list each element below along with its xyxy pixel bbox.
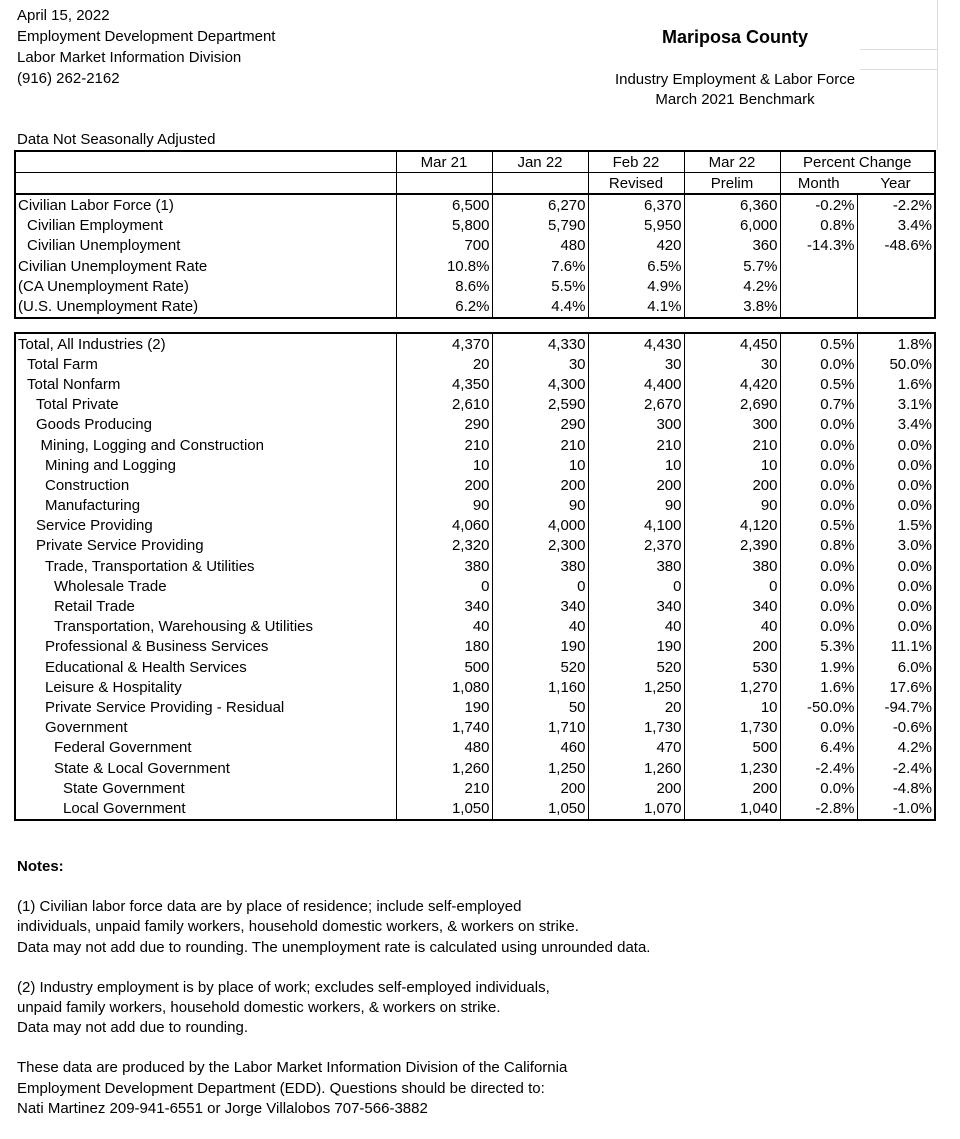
value-mar22: 3.8% xyxy=(684,296,780,317)
value-feb22: 340 xyxy=(588,596,684,616)
value-mar21: 4,060 xyxy=(396,516,492,536)
pct-change-month: 0.8% xyxy=(780,216,857,236)
row-label: Total Nonfarm xyxy=(15,374,396,394)
value-feb22: 380 xyxy=(588,556,684,576)
value-feb22: 1,730 xyxy=(588,718,684,738)
value-feb22: 420 xyxy=(588,236,684,256)
pct-change-month: 0.5% xyxy=(780,374,857,394)
value-feb22: 90 xyxy=(588,496,684,516)
notes-section xyxy=(17,857,650,1139)
value-jan22: 1,710 xyxy=(492,718,588,738)
value-jan22: 4,330 xyxy=(492,333,588,354)
pct-change-year: -1.0% xyxy=(892,799,932,817)
industry-row xyxy=(15,415,935,435)
value-mar21: 190 xyxy=(396,697,492,717)
labor-force-row xyxy=(15,216,935,236)
pct-change-year: -48.6% xyxy=(884,237,932,255)
value-feb22: 40 xyxy=(588,617,684,637)
industry-row xyxy=(15,617,935,637)
labor-force-row xyxy=(15,256,935,276)
value-feb22: 4,400 xyxy=(588,374,684,394)
value-jan22: 4,000 xyxy=(492,516,588,536)
col-header-feb22: Feb 22 xyxy=(588,151,684,173)
value-jan22: 200 xyxy=(492,778,588,798)
value-mar22: 1,230 xyxy=(684,758,780,778)
row-label: Private Service Providing xyxy=(15,536,396,556)
value-mar22: 4.2% xyxy=(684,276,780,296)
industry-row xyxy=(15,496,935,516)
pct-change-year: -2.2% xyxy=(892,196,932,214)
value-mar21: 2,320 xyxy=(396,536,492,556)
value-mar22: 4,120 xyxy=(684,516,780,536)
pct-change-month: 0.0% xyxy=(780,455,857,475)
pct-change-year: 3.4% xyxy=(897,217,932,235)
pct-change-month: -0.2% xyxy=(780,194,857,215)
row-label: Civilian Unemployment Rate xyxy=(15,256,396,276)
industry-row xyxy=(15,374,935,394)
pct-change-month: 0.0% xyxy=(780,617,857,637)
pct-change-year: 17.6% xyxy=(889,678,932,696)
row-label: Mining and Logging xyxy=(15,455,396,475)
value-feb22: 4,100 xyxy=(588,516,684,536)
row-label: Retail Trade xyxy=(15,596,396,616)
value-jan22: 0 xyxy=(492,576,588,596)
pct-change-month: 0.0% xyxy=(780,354,857,374)
row-label: (CA Unemployment Rate) xyxy=(15,276,396,296)
value-mar21: 20 xyxy=(396,354,492,374)
row-label: Private Service Providing - Residual xyxy=(15,697,396,717)
value-mar22: 4,420 xyxy=(684,374,780,394)
pct-change-year: 0.0% xyxy=(897,618,932,636)
value-mar21: 1,080 xyxy=(396,677,492,697)
value-mar22: 200 xyxy=(684,637,780,657)
row-label: Construction xyxy=(15,475,396,495)
value-feb22: 6,370 xyxy=(588,194,684,215)
value-feb22: 300 xyxy=(588,415,684,435)
pct-change-year: -2.4% xyxy=(892,759,932,777)
note-contact xyxy=(17,1058,650,1119)
value-mar21: 200 xyxy=(396,475,492,495)
industry-row xyxy=(15,455,935,475)
value-mar21: 0 xyxy=(396,576,492,596)
pct-change-year: -0.6% xyxy=(892,719,932,737)
column-header-row xyxy=(15,151,935,173)
row-label: Total Farm xyxy=(15,354,396,374)
pct-change-year: 0.0% xyxy=(897,598,932,616)
cell-gridline xyxy=(860,69,938,70)
pct-change-month: 6.4% xyxy=(780,738,857,758)
pct-change-year: 0.0% xyxy=(897,476,932,494)
header-spacer xyxy=(15,173,396,195)
value-mar22: 500 xyxy=(684,738,780,758)
value-feb22: 470 xyxy=(588,738,684,758)
value-feb22: 1,070 xyxy=(588,798,684,819)
industry-row xyxy=(15,778,935,798)
value-mar21: 480 xyxy=(396,738,492,758)
header-spacer xyxy=(15,151,396,173)
row-label: Local Government xyxy=(15,798,396,819)
industry-row xyxy=(15,333,935,354)
value-mar21: 700 xyxy=(396,236,492,256)
col-header-year: Year xyxy=(857,173,935,195)
row-label: Wholesale Trade xyxy=(15,576,396,596)
value-mar22: 2,390 xyxy=(684,536,780,556)
pct-change-month: -50.0% xyxy=(780,697,857,717)
note-2 xyxy=(17,978,650,1039)
row-label: Total, All Industries (2) xyxy=(15,333,396,354)
pct-change-year: 3.4% xyxy=(897,416,932,434)
pct-change-month xyxy=(780,296,857,317)
industry-row xyxy=(15,475,935,495)
value-mar22: 1,270 xyxy=(684,677,780,697)
pct-change-year: 0.0% xyxy=(897,497,932,515)
value-jan22: 460 xyxy=(492,738,588,758)
pct-change-year xyxy=(857,256,935,276)
subtitle-line-2: March 2021 Benchmark xyxy=(655,91,815,108)
value-mar21: 210 xyxy=(396,778,492,798)
value-mar21: 500 xyxy=(396,657,492,677)
value-mar21: 1,740 xyxy=(396,718,492,738)
value-feb22: 4,430 xyxy=(588,333,684,354)
value-mar21: 180 xyxy=(396,637,492,657)
value-mar22: 90 xyxy=(684,496,780,516)
value-jan22: 5,790 xyxy=(492,216,588,236)
value-mar22: 6,360 xyxy=(684,194,780,215)
pct-change-year: 3.1% xyxy=(897,396,932,414)
industry-row xyxy=(15,697,935,717)
pct-change-month: 0.0% xyxy=(780,435,857,455)
pct-change-month: 0.0% xyxy=(780,576,857,596)
value-mar21: 40 xyxy=(396,617,492,637)
pct-change-month: -14.3% xyxy=(780,236,857,256)
value-jan22: 4,300 xyxy=(492,374,588,394)
industry-row xyxy=(15,738,935,758)
value-mar22: 30 xyxy=(684,354,780,374)
industry-employment-table xyxy=(14,332,936,821)
value-jan22: 290 xyxy=(492,415,588,435)
col-subheader-mar22: Prelim xyxy=(684,173,780,195)
industry-row xyxy=(15,516,935,536)
value-feb22: 2,670 xyxy=(588,395,684,415)
labor-force-row xyxy=(15,276,935,296)
pct-change-year: -4.8% xyxy=(892,779,932,797)
value-mar22: 210 xyxy=(684,435,780,455)
value-mar22: 1,730 xyxy=(684,718,780,738)
value-jan22: 2,590 xyxy=(492,395,588,415)
industry-row xyxy=(15,657,935,677)
value-jan22: 7.6% xyxy=(492,256,588,276)
value-feb22: 5,950 xyxy=(588,216,684,236)
department-name: Employment Development Department xyxy=(17,28,276,45)
value-mar22: 2,690 xyxy=(684,395,780,415)
report-date: April 15, 2022 xyxy=(17,7,110,24)
value-mar22: 380 xyxy=(684,556,780,576)
value-feb22: 20 xyxy=(588,697,684,717)
industry-row xyxy=(15,637,935,657)
value-mar21: 5,800 xyxy=(396,216,492,236)
pct-change-year xyxy=(857,276,935,296)
row-label: Total Private xyxy=(15,395,396,415)
value-feb22: 200 xyxy=(588,475,684,495)
labor-force-row xyxy=(15,236,935,256)
row-label: Civilian Unemployment xyxy=(15,236,396,256)
value-feb22: 200 xyxy=(588,778,684,798)
value-feb22: 10 xyxy=(588,455,684,475)
value-mar21: 4,370 xyxy=(396,333,492,354)
value-mar21: 2,610 xyxy=(396,395,492,415)
industry-row xyxy=(15,354,935,374)
note-line: These data are produced by the Labor Market Information Division of the California xyxy=(17,1059,568,1077)
labor-force-row xyxy=(15,296,935,317)
value-mar22: 10 xyxy=(684,697,780,717)
value-feb22: 2,370 xyxy=(588,536,684,556)
column-subheader-row xyxy=(15,173,935,195)
value-mar21: 290 xyxy=(396,415,492,435)
industry-row xyxy=(15,758,935,778)
row-label: Professional & Business Services xyxy=(15,637,396,657)
row-label: State & Local Government xyxy=(15,758,396,778)
value-jan22: 50 xyxy=(492,697,588,717)
value-jan22: 2,300 xyxy=(492,536,588,556)
col-subheader-jan22 xyxy=(492,173,588,195)
row-label: Goods Producing xyxy=(15,415,396,435)
labor-force-table xyxy=(14,150,936,319)
pct-change-month: 0.0% xyxy=(780,596,857,616)
value-jan22: 1,050 xyxy=(492,798,588,819)
row-label: Transportation, Warehousing & Utilities xyxy=(15,617,396,637)
value-feb22: 6.5% xyxy=(588,256,684,276)
value-mar22: 530 xyxy=(684,657,780,677)
note-line: (1) Civilian labor force data are by place of residence; include self-employed xyxy=(17,898,522,916)
row-label: (U.S. Unemployment Rate) xyxy=(15,296,396,317)
county-title: Mariposa County xyxy=(661,27,808,47)
report-subtitle xyxy=(560,70,910,110)
note-line: (2) Industry employment is by place of work; excludes self-employed individuals, xyxy=(17,978,550,996)
col-header-mar21: Mar 21 xyxy=(396,151,492,173)
pct-change-month: 0.0% xyxy=(780,496,857,516)
row-label: Leisure & Hospitality xyxy=(15,677,396,697)
value-jan22: 30 xyxy=(492,354,588,374)
pct-change-month: 0.5% xyxy=(780,516,857,536)
pct-change-year: 1.5% xyxy=(897,517,932,535)
value-feb22: 520 xyxy=(588,657,684,677)
pct-change-year: 4.2% xyxy=(897,739,932,757)
note-line: unpaid family workers, household domestic workers, & workers on strike. xyxy=(17,999,501,1017)
seasonal-adjustment-note: Data Not Seasonally Adjusted xyxy=(17,131,216,148)
note-line: Data may not add due to rounding. xyxy=(17,1019,248,1037)
value-jan22: 210 xyxy=(492,435,588,455)
pct-change-month xyxy=(780,276,857,296)
row-label: Trade, Transportation & Utilities xyxy=(15,556,396,576)
value-feb22: 4.9% xyxy=(588,276,684,296)
value-mar22: 0 xyxy=(684,576,780,596)
industry-row xyxy=(15,556,935,576)
value-mar21: 10.8% xyxy=(396,256,492,276)
value-jan22: 480 xyxy=(492,236,588,256)
industry-row xyxy=(15,395,935,415)
pct-change-month: 0.8% xyxy=(780,536,857,556)
value-mar22: 5.7% xyxy=(684,256,780,276)
pct-change-year: 0.0% xyxy=(897,577,932,595)
value-mar22: 40 xyxy=(684,617,780,637)
pct-change-month: 0.0% xyxy=(780,778,857,798)
note-line: Data may not add due to rounding. The unemployment rate is calculated using unrounded data. xyxy=(17,938,651,956)
pct-change-month: 0.7% xyxy=(780,395,857,415)
row-label: Civilian Labor Force (1) xyxy=(15,194,396,215)
value-mar22: 300 xyxy=(684,415,780,435)
value-mar21: 6.2% xyxy=(396,296,492,317)
pct-change-month: 0.5% xyxy=(780,333,857,354)
col-header-mar22: Mar 22 xyxy=(684,151,780,173)
pct-change-month: 0.0% xyxy=(780,415,857,435)
value-feb22: 0 xyxy=(588,576,684,596)
value-feb22: 1,250 xyxy=(588,677,684,697)
value-mar21: 90 xyxy=(396,496,492,516)
pct-change-month: 5.3% xyxy=(780,637,857,657)
value-jan22: 5.5% xyxy=(492,276,588,296)
col-subheader-mar21 xyxy=(396,173,492,195)
labor-force-row xyxy=(15,194,935,215)
value-jan22: 6,270 xyxy=(492,194,588,215)
value-mar21: 210 xyxy=(396,435,492,455)
notes-heading: Notes: xyxy=(17,858,64,875)
pct-change-year: -94.7% xyxy=(884,698,932,716)
value-mar22: 4,450 xyxy=(684,333,780,354)
value-jan22: 4.4% xyxy=(492,296,588,317)
row-label: Manufacturing xyxy=(15,496,396,516)
row-label: Civilian Employment xyxy=(15,216,396,236)
value-jan22: 10 xyxy=(492,455,588,475)
industry-row xyxy=(15,576,935,596)
value-jan22: 1,250 xyxy=(492,758,588,778)
industry-row xyxy=(15,798,935,819)
cell-gridline xyxy=(937,0,938,150)
value-mar22: 340 xyxy=(684,596,780,616)
phone-number: (916) 262-2162 xyxy=(17,70,120,87)
pct-change-year: 3.0% xyxy=(897,537,932,555)
industry-row xyxy=(15,435,935,455)
pct-change-month: 0.0% xyxy=(780,556,857,576)
value-feb22: 1,260 xyxy=(588,758,684,778)
division-name: Labor Market Information Division xyxy=(17,49,242,66)
note-line: Employment Development Department (EDD). Questions should be directed to: xyxy=(17,1079,545,1097)
pct-change-month: 0.0% xyxy=(780,475,857,495)
note-line: Nati Martinez 209-941-6551 or Jorge Villalobos 707-566-3882 xyxy=(17,1099,428,1117)
col-header-percent-change: Percent Change xyxy=(803,153,912,171)
value-jan22: 200 xyxy=(492,475,588,495)
value-feb22: 210 xyxy=(588,435,684,455)
value-jan22: 340 xyxy=(492,596,588,616)
row-label: Government xyxy=(15,718,396,738)
pct-change-month xyxy=(780,256,857,276)
pct-change-year: 6.0% xyxy=(897,658,932,676)
cell-gridline xyxy=(860,49,938,50)
value-mar22: 200 xyxy=(684,778,780,798)
value-jan22: 380 xyxy=(492,556,588,576)
value-mar22: 10 xyxy=(684,455,780,475)
value-jan22: 40 xyxy=(492,617,588,637)
row-label: Service Providing xyxy=(15,516,396,536)
value-mar21: 8.6% xyxy=(396,276,492,296)
value-jan22: 90 xyxy=(492,496,588,516)
value-mar22: 6,000 xyxy=(684,216,780,236)
note-1 xyxy=(17,897,650,958)
pct-change-month: -2.4% xyxy=(780,758,857,778)
value-mar22: 200 xyxy=(684,475,780,495)
value-mar22: 360 xyxy=(684,236,780,256)
value-jan22: 520 xyxy=(492,657,588,677)
pct-change-year: 50.0% xyxy=(889,355,932,373)
industry-row xyxy=(15,536,935,556)
value-mar21: 10 xyxy=(396,455,492,475)
pct-change-year: 0.0% xyxy=(897,456,932,474)
row-label: Educational & Health Services xyxy=(15,657,396,677)
value-mar21: 1,260 xyxy=(396,758,492,778)
industry-row xyxy=(15,718,935,738)
industry-row xyxy=(15,677,935,697)
pct-change-year: 0.0% xyxy=(897,436,932,454)
pct-change-month: 0.0% xyxy=(780,718,857,738)
value-mar21: 1,050 xyxy=(396,798,492,819)
row-label: Federal Government xyxy=(15,738,396,758)
value-mar21: 340 xyxy=(396,596,492,616)
industry-row xyxy=(15,596,935,616)
value-feb22: 30 xyxy=(588,354,684,374)
value-jan22: 1,160 xyxy=(492,677,588,697)
pct-change-year xyxy=(857,296,935,317)
col-subheader-feb22: Revised xyxy=(588,173,684,195)
pct-change-month: -2.8% xyxy=(780,798,857,819)
subtitle-line-1: Industry Employment & Labor Force xyxy=(614,71,856,88)
value-mar21: 4,350 xyxy=(396,374,492,394)
pct-change-year: 11.1% xyxy=(890,638,932,656)
pct-change-year: 1.8% xyxy=(897,335,932,353)
pct-change-year: 0.0% xyxy=(897,557,932,575)
value-feb22: 4.1% xyxy=(588,296,684,317)
value-jan22: 190 xyxy=(492,637,588,657)
pct-change-month: 1.6% xyxy=(780,677,857,697)
col-header-jan22: Jan 22 xyxy=(492,151,588,173)
row-label: State Government xyxy=(15,778,396,798)
value-mar21: 6,500 xyxy=(396,194,492,215)
col-header-month: Month xyxy=(780,173,857,195)
value-feb22: 190 xyxy=(588,637,684,657)
pct-change-month: 1.9% xyxy=(780,657,857,677)
pct-change-year: 1.6% xyxy=(897,375,932,393)
value-mar22: 1,040 xyxy=(684,798,780,819)
note-line: individuals, unpaid family workers, household domestic workers, & workers on strike. xyxy=(17,918,579,936)
row-label: Mining, Logging and Construction xyxy=(15,435,396,455)
value-mar21: 380 xyxy=(396,556,492,576)
report-header xyxy=(17,5,275,89)
